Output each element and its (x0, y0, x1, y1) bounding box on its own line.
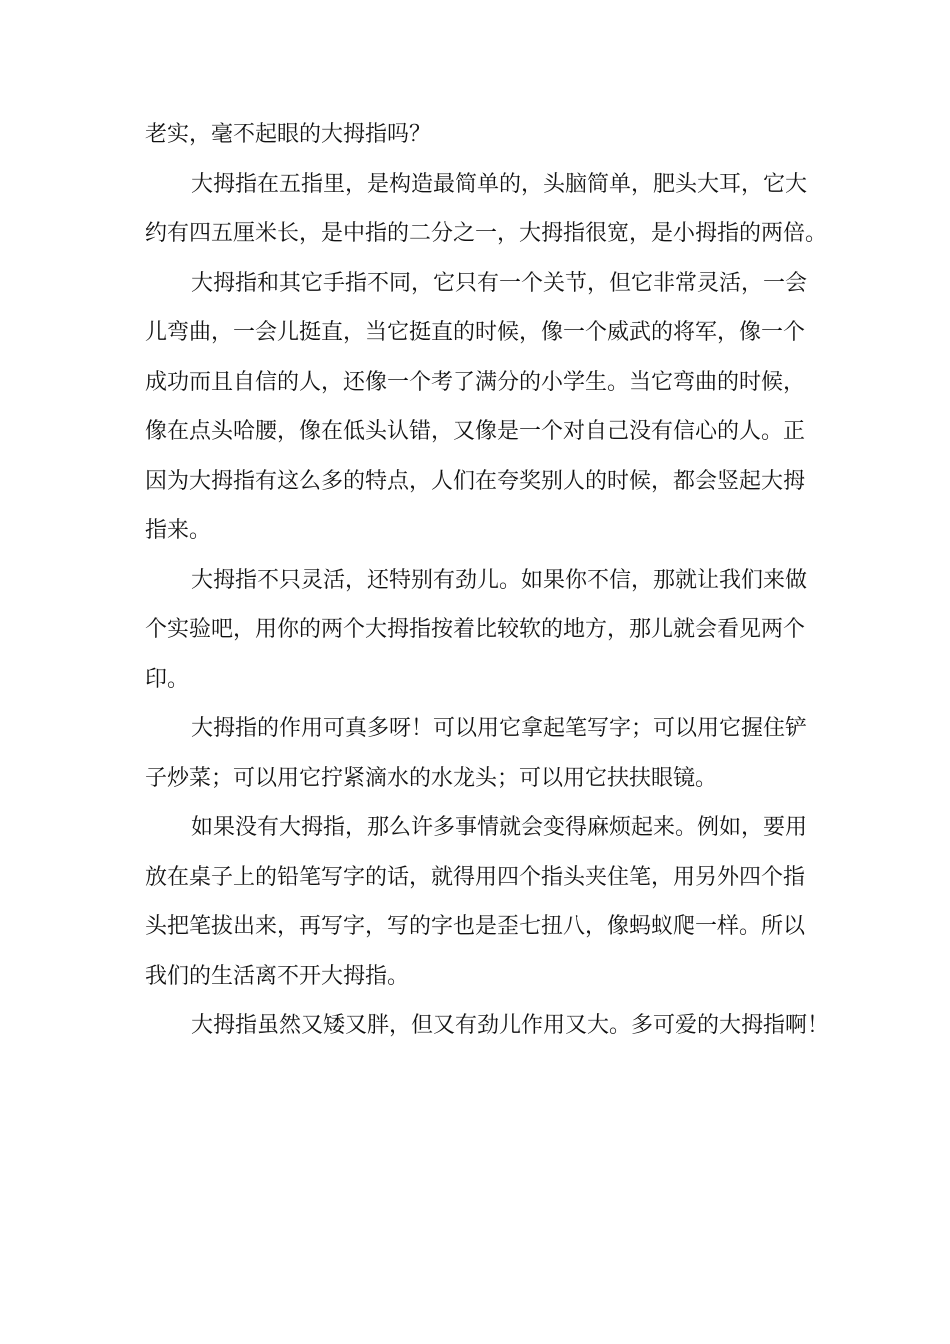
text-line: 儿弯曲，一会儿挺直，当它挺直的时候，像一个威武的将军，像一个 (145, 320, 806, 345)
text-line: 头把笔拔出来，再写字，写的字也是歪七扭八，像蚂蚁爬一样。所以 (145, 914, 806, 939)
text-line: 像在点头哈腰，像在低头认错，又像是一个对自己没有信心的人。正 (145, 419, 806, 444)
text-line: 我们的生活离不开大拇指。 (145, 963, 410, 989)
text-line: 放在桌子上的铅笔写字的话，就得用四个指头夹住笔，用另外四个指 (145, 864, 806, 890)
paragraph-start-line: 如果没有大拇指，那么许多事情就会变得麻烦起来。例如，要用 (191, 815, 808, 840)
text-line: 印。 (145, 666, 190, 692)
text-line: 个实验吧，用你的两个大拇指按着比较软的地方，那儿就会看见两个 (145, 617, 806, 642)
text-line: 指来。 (145, 518, 212, 543)
text-line: 成功而且自信的人，还像一个考了满分的小学生。当它弯曲的时候， (145, 369, 806, 395)
paragraph-start-line: 大拇指在五指里，是构造最简单的，头脑简单，肥头大耳，它大 (191, 171, 808, 197)
paragraph-start-line: 大拇指不只灵活，还特别有劲儿。如果你不信，那就让我们来做 (191, 567, 808, 593)
text-line: 约有四五厘米长，是中指的二分之一，大拇指很宽，是小拇指的两倍。 (145, 221, 828, 246)
paragraph-start-line: 大拇指和其它手指不同，它只有一个关节，但它非常灵活，一会 (191, 270, 808, 296)
text-line: 老实，毫不起眼的大拇指吗？ (145, 122, 432, 147)
text-line: 因为大拇指有这么多的特点，人们在夸奖别人的时候，都会竖起大拇 (145, 468, 806, 494)
text-line: 子炒菜；可以用它拧紧滴水的水龙头；可以用它扶扶眼镜。 (145, 765, 718, 791)
paragraph-start-line: 大拇指虽然又矮又胖，但又有劲儿作用又大。多可爱的大拇指啊！ (191, 1013, 830, 1038)
paragraph-start-line: 大拇指的作用可真多呀！可以用它拿起笔写字；可以用它握住铲 (191, 716, 808, 741)
document-body (145, 110, 830, 1051)
